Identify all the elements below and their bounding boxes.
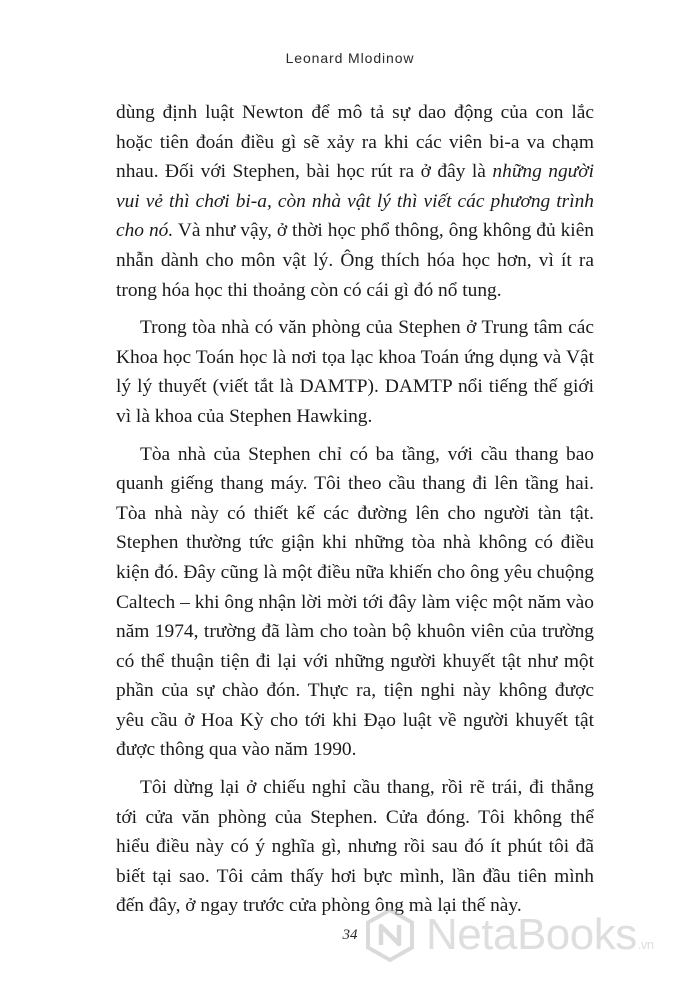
paragraph-4: Tôi dừng lại ở chiếu nghỉ cầu thang, rồi rẽ trái, đi thẳng tới cửa văn phòng của Stephen. Cửa đóng. Tôi không thể hiểu điều này có ý nghĩa gì, nhưng rồi sau đó ít phút tôi đã biết tại sao. Tôi cảm thấy hơi bực mình, lần đầu tiên mình đến đây, ở ngay trước cửa phòng ông mà lại thế này. (116, 777, 594, 917)
watermark-brand-name: NetaBooks (426, 910, 637, 959)
paragraph-3: Tòa nhà của Stephen chỉ có ba tầng, với cầu thang bao quanh giếng thang máy. Tôi theo cầu thang đi lên tầng hai. Tòa nhà này có thiết kế các đường lên cho người tàn tật. Stephen thường tức giận khi những tòa nhà không có điều kiện đó. Đây cũng là một điều nữa khiến cho ông yêu chuộng Caltech – khi ông nhận lời mời tới đây làm việc một năm vào năm 1974, trường đã làm cho toàn bộ khuôn viên của trường có thể thuận tiện đi lại với những người khuyết tật như một phần của sự chào đón. Thực ra, tiện nghi này không được yêu cầu ở Hoa Kỳ cho tới khi Đạo luật về người khuyết tật được thông qua vào năm 1990. (116, 443, 594, 761)
watermark-brand-suffix: .vn (637, 937, 654, 952)
running-header-author: Leonard Mlodinow (285, 50, 415, 66)
paragraph-1-text: dùng định luật Newton để mô tả sự dao động của con lắc hoặc tiên đoán điều gì sẽ xảy ra khi các viên bi-a va chạm nhau. Đối với Stephen, bài học rút ra ở đây là (116, 102, 594, 183)
netabooks-logo-icon (362, 907, 418, 963)
paragraph-2: Trong tòa nhà có văn phòng của Stephen ở Trung tâm các Khoa học Toán học là nơi tọa lạc khoa Toán ứng dụng và Vật lý lý thuyết (viết tắt là DAMTP). DAMTP nổi tiếng thế giới vì là khoa của Stephen Hawking. (116, 317, 594, 427)
paragraph-1-text-continued: Và như vậy, ở thời học phổ thông, ông không đủ kiên nhẫn dành cho môn vật lý. Ông thích hóa học hơn, vì ít ra trong hóa học thi thoảng còn có cái gì đó nổ tung. (116, 220, 594, 301)
watermark (362, 905, 654, 965)
paragraph-1 (116, 98, 594, 305)
page-number: 34 (342, 927, 358, 943)
paragraph-1-italic-quote: những người vui vẻ thì chơi bi-a, còn nhà vật lý thì viết các phương trình cho nó. (116, 161, 594, 242)
watermark-brand (426, 910, 654, 960)
page-body (116, 98, 594, 929)
